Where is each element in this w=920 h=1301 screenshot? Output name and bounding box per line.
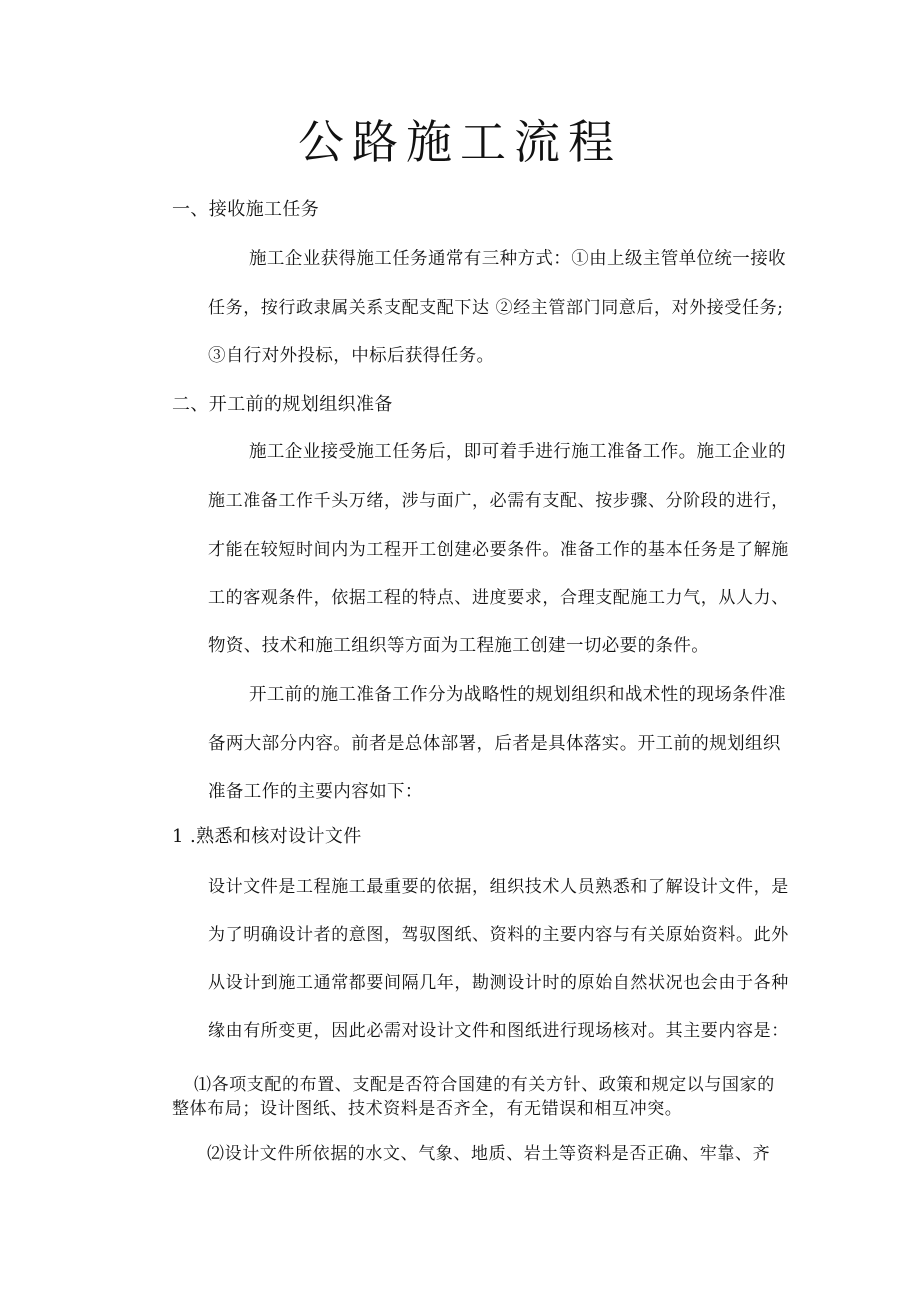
paragraph-line: 施工企业接受施工任务后，即可着手进行施工准备工作。施工企业的 bbox=[249, 442, 786, 462]
paragraph-line: 任务，按行政隶属关系支配支配下达 ②经主管部门同意后，对外接受任务; bbox=[208, 298, 784, 318]
paragraph-line: 为了明确设计者的意图，驾驭图纸、资料的主要内容与有关原始资料。此外 bbox=[208, 925, 789, 945]
section-heading-1: 一、接收施工任务 bbox=[172, 199, 320, 220]
document-title: 公路施工流程 bbox=[298, 115, 622, 169]
list-item-1-line: 整体布局；设计图纸、技术资料是否齐全，有无错误和相互冲突。 bbox=[172, 1099, 683, 1119]
section-heading-2: 二、开工前的规划组织准备 bbox=[172, 394, 393, 415]
list-item-1-line: ⑴各项支配的布置、支配是否符合国建的有关方针、政策和规定以与国家的 bbox=[194, 1075, 775, 1095]
paragraph-line: 从设计到施工通常都要间隔几年，勘测设计时的原始自然状况也会由于各种 bbox=[208, 973, 789, 993]
paragraph-line: 准备工作的主要内容如下： bbox=[208, 782, 423, 802]
paragraph-line: 施工企业获得施工任务通常有三种方式：①由上级主管单位统一接收 bbox=[249, 249, 786, 269]
paragraph-line: 设计文件是工程施工最重要的依据，组织技术人员熟悉和了解设计文件，是 bbox=[208, 877, 789, 897]
paragraph-line: 物资、技术和施工组织等方面为工程施工创建一切必要的条件。 bbox=[208, 636, 710, 656]
paragraph-line: 工的客观条件，依据工程的特点、进度要求，合理支配施工力气，从人力、 bbox=[208, 588, 789, 608]
subsection-heading-1: 1 .熟悉和核对设计文件 bbox=[172, 826, 362, 847]
paragraph-line: 开工前的施工准备工作分为战略性的规划组织和战术性的现场条件准 bbox=[249, 685, 786, 705]
paragraph-line: 备两大部分内容。前者是总体部署，后者是具体落实。开工前的规划组织 bbox=[208, 734, 781, 754]
paragraph-line: 施工准备工作千头万绪，涉与面广，必需有支配、按步骤、分阶段的进行， bbox=[208, 491, 789, 511]
paragraph-line: ③自行对外投标，中标后获得任务。 bbox=[208, 346, 495, 366]
paragraph-line: 缘由有所变更，因此必需对设计文件和图纸进行现场核对。其主要内容是： bbox=[208, 1021, 789, 1041]
paragraph-line: 才能在较短时间内为工程开工创建必要条件。准备工作的基本任务是了解施 bbox=[208, 540, 789, 560]
list-item-2-line: ⑵设计文件所依据的水文、气象、地质、岩土等资料是否正确、牢靠、齐 bbox=[207, 1144, 771, 1164]
